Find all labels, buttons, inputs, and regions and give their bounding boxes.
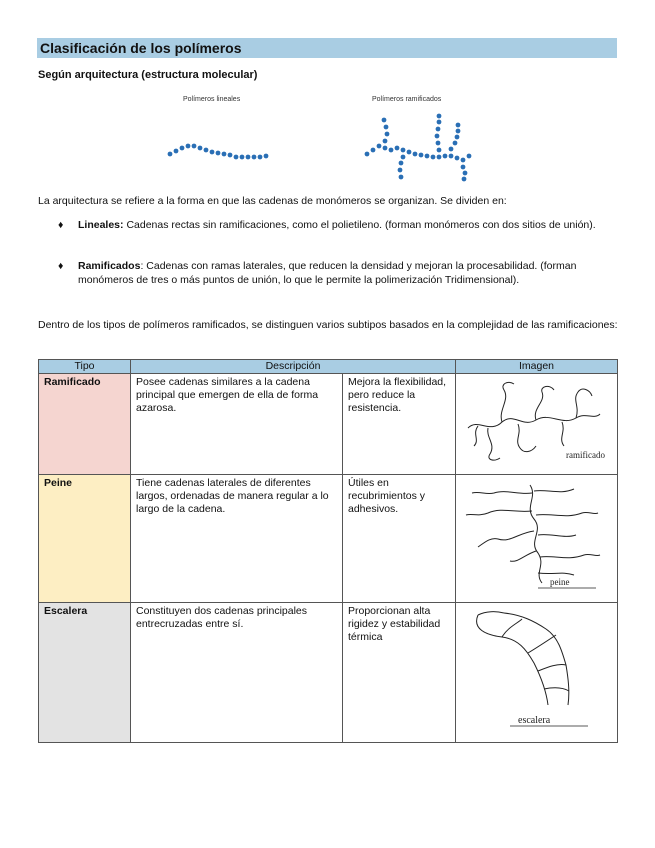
header-tipo: Tipo [39,360,131,374]
architecture-intro: La arquitectura se refiere a la forma en que las cadenas de monómeros se organizan. Se dividen en: [38,195,507,207]
table-row [39,374,618,475]
table-row [39,603,618,743]
image-cell [456,374,618,475]
ladder-structure-image [458,605,608,733]
comb-structure-image [458,477,608,592]
polymer-types-table [38,359,618,743]
header-descripcion: Descripción [131,360,456,374]
description-cell: Constituyen dos cadenas principales entrecruzadas entre sí. [131,603,343,743]
bullet-icon: ♦ [58,260,64,272]
tipo-cell: Ramificado [39,374,131,475]
bullet-term: Lineales: [78,219,124,231]
header-imagen: Imagen [456,360,618,374]
bullet-icon: ♦ [58,219,64,231]
branched-polymer-label: Polímeros ramificados [372,96,442,103]
tipo-cell: Peine [39,475,131,603]
table-header-row [39,360,618,374]
description-cell: Posee cadenas similares a la cadena principal que emergen de ella de forma azarosa. [131,374,343,475]
image-cell [456,603,618,743]
bullet-text: : Cadenas con ramas laterales, que reducen la densidad y mejoran la procesabilidad. (forman monómeros de tres o más puntos de unión, lo que le permite la polimerización Tridimensional). [78,260,577,286]
description-cell: Tiene cadenas laterales de diferentes largos, ordenadas de manera regular a lo largo de la cadena. [131,475,343,603]
section-subtitle: Según arquitectura (estructura molecular) [38,69,258,81]
page-title: Clasificación de los polímeros [40,40,242,56]
image-caption: escalera [518,715,551,726]
linear-polymer-label: Polímeros lineales [183,96,241,103]
property-cell: Útiles en recubrimientos y adhesivos. [343,475,456,603]
bullet-text: Cadenas rectas sin ramificaciones, como el polietileno. (forman monómeros con dos sitios de unión). [123,219,596,231]
image-cell [456,475,618,603]
property-cell: Mejora la flexibilidad, pero reduce la resistencia. [343,374,456,475]
linear-polymer-diagram [160,132,280,172]
image-caption: ramificado [566,450,605,460]
branched-subtypes-intro: Dentro de los tipos de polímeros ramificados, se distinguen varios subtipos basados en la complejidad de las ramificaciones: [38,319,618,331]
branched-polymer-diagram [355,112,480,192]
table-row [39,475,618,603]
branched-structure-image [458,376,608,466]
title-bar [37,38,617,58]
tipo-cell: Escalera [39,603,131,743]
bullet-term: Ramificados [78,260,141,272]
property-cell: Proporcionan alta rigidez y estabilidad térmica [343,603,456,743]
image-caption: peine [550,577,570,587]
